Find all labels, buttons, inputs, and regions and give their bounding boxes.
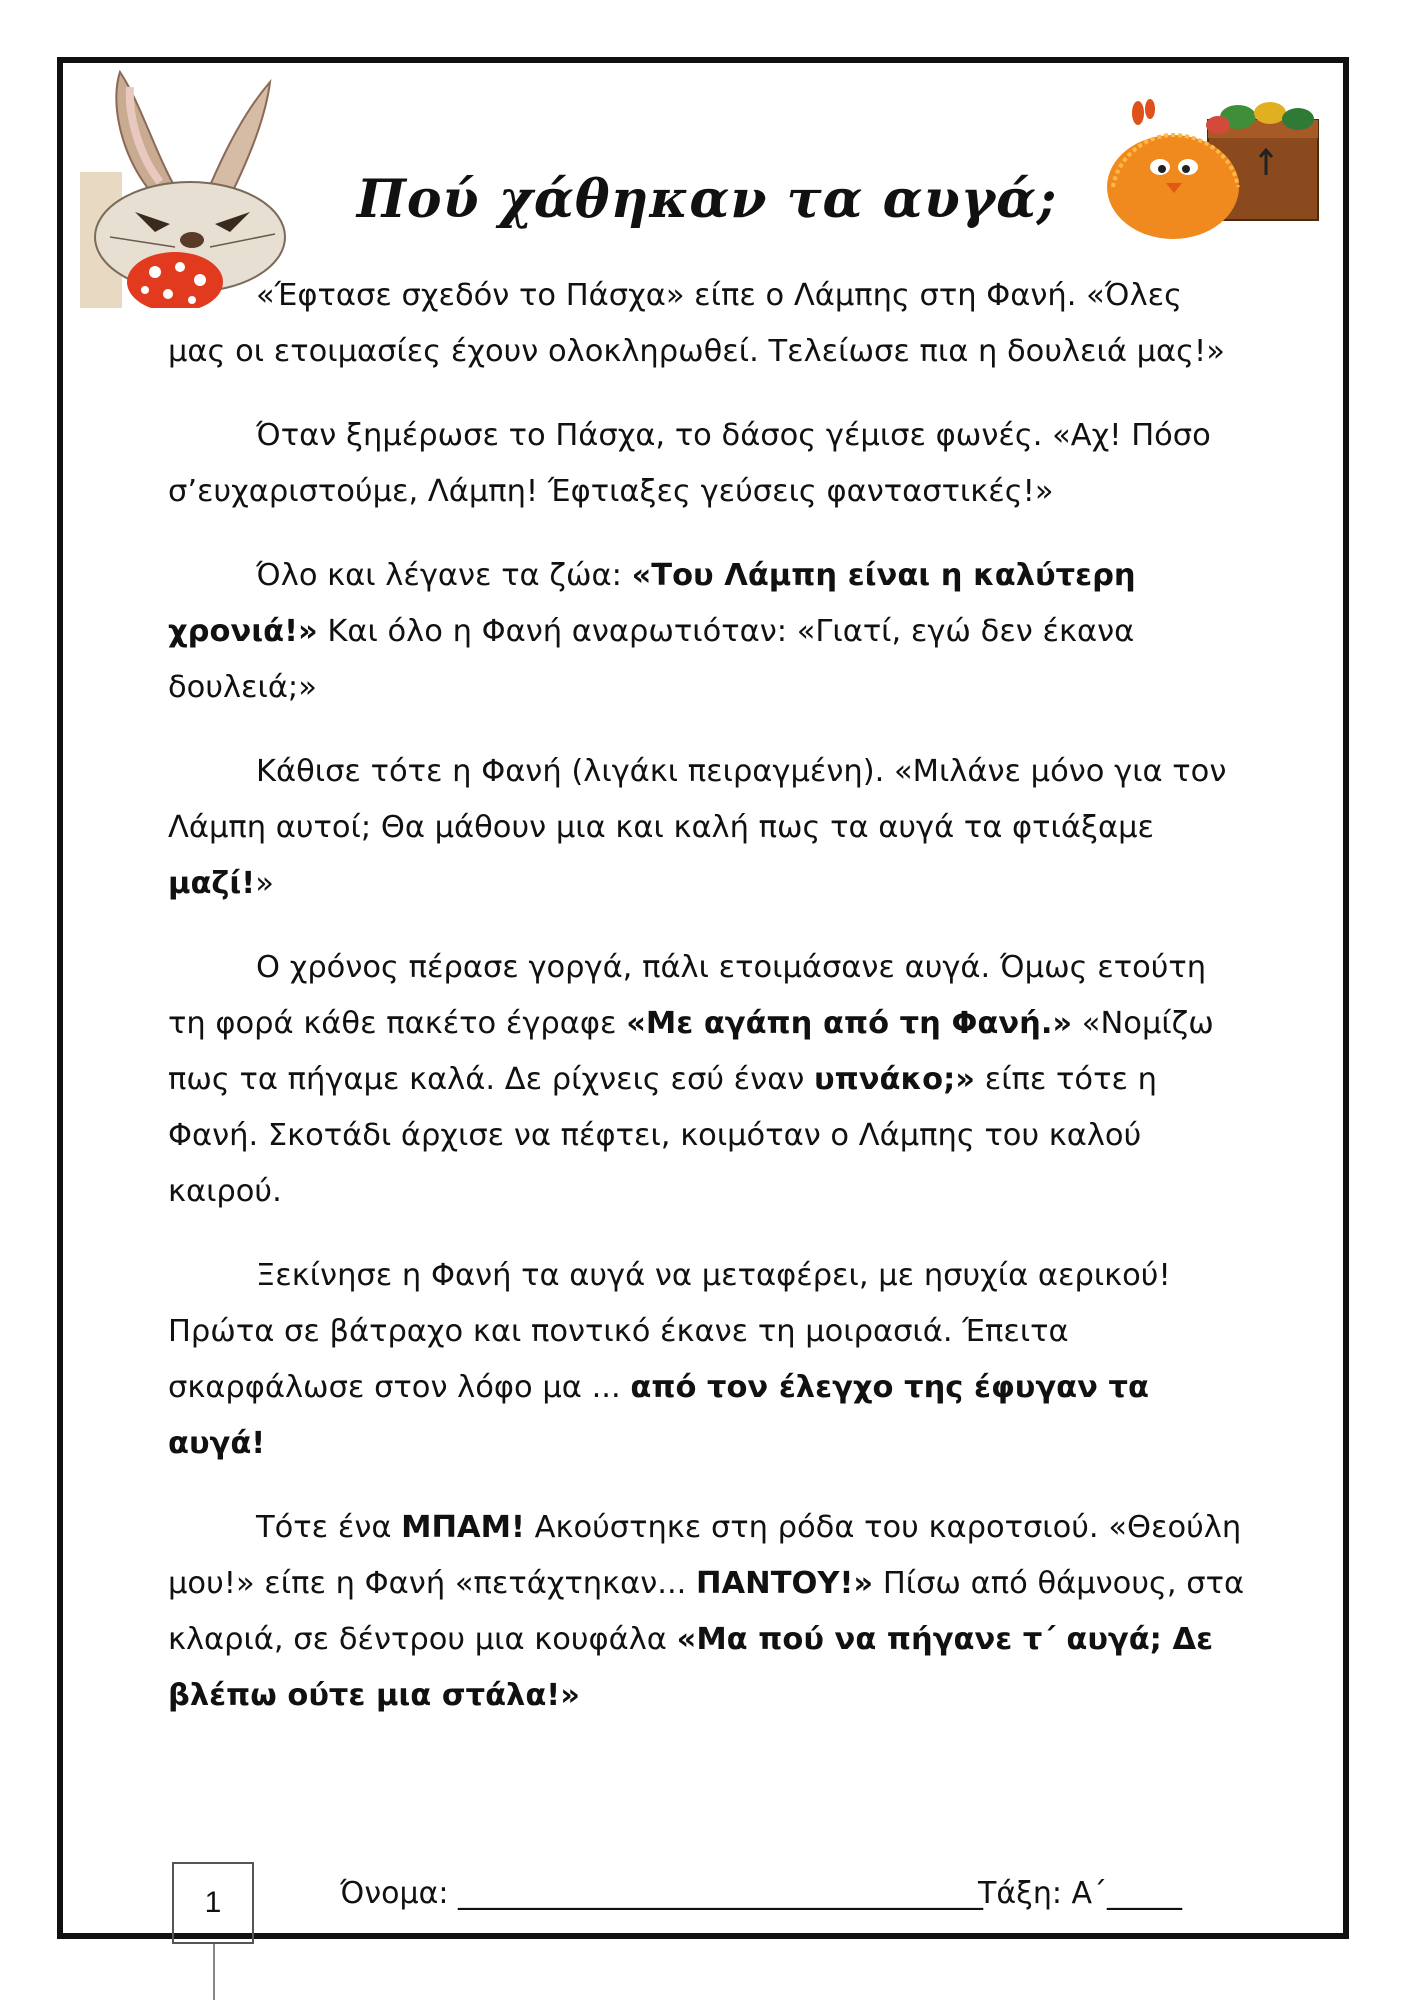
story-paragraph bbox=[168, 744, 1248, 912]
story-text bbox=[168, 268, 1248, 1752]
paragraph-text: Όταν ξημέρωσε το Πάσχα, το δάσος γέμισε φωνές. «Αχ! Πόσο σ’ευχαριστούμε, Λάμπη! Έφτιαξες γεύσεις φανταστικές!» bbox=[168, 418, 1211, 509]
emphasized-text: «Μα πού να πήγανε τ΄ αυγά; Δε βλέπω ούτε μια στάλα!» bbox=[168, 1622, 1214, 1713]
emphasized-text: «Με αγάπη από τη Φανή.» bbox=[626, 1006, 1073, 1041]
paragraph-text: Ακούστηκε στη ρόδα του καροτσιού. «Θεούλη μου!» είπε η Φανή «πετάχτηκαν... bbox=[168, 1510, 1242, 1601]
paragraph-text: Όλο και λέγανε τα ζώα: bbox=[256, 558, 632, 593]
story-paragraph bbox=[168, 1248, 1248, 1472]
emphasized-text: από τον έλεγχο της έφυγαν τα αυγά! bbox=[168, 1370, 1149, 1461]
chick-basket-illustration bbox=[1098, 95, 1328, 245]
paragraph-text: Κάθισε τότε η Φανή (λιγάκι πειραγμένη). «Μιλάνε μόνο για τον Λάμπη αυτοί; Θα μάθουν μια και καλή πως τα αυγά τα φτιάξαμε bbox=[168, 754, 1227, 845]
paragraph-text: » bbox=[255, 866, 274, 901]
paragraph-text: Πίσω από θάμνους, στα κλαριά, σε δέντρου μια κουφάλα bbox=[168, 1566, 1245, 1657]
story-paragraph bbox=[168, 1500, 1248, 1724]
emphasized-text: μαζί! bbox=[168, 866, 256, 901]
emphasized-text: ΜΠΑΜ! bbox=[401, 1510, 525, 1545]
page-number-line bbox=[213, 1944, 215, 2000]
paragraph-text: «Έφτασε σχεδόν το Πάσχα» είπε ο Λάμπης στη Φανή. «Όλες μας οι ετοιμασίες έχουν ολοκληρωθεί. Τελείωσε πια η δουλειά μας!» bbox=[168, 278, 1225, 369]
student-name-field[interactable]: Όνομα: ___________________________________ bbox=[340, 1876, 983, 1911]
page-number: 1 bbox=[172, 1862, 254, 1944]
student-class-field[interactable]: Τάξη: Α΄_____ bbox=[978, 1876, 1183, 1911]
paragraph-text: «Νομίζω πως τα πήγαμε καλά. Δε ρίχνεις εσύ έναν bbox=[168, 1006, 1214, 1097]
story-paragraph bbox=[168, 408, 1248, 520]
story-paragraph bbox=[168, 548, 1248, 716]
page-title: Πού χάθηκαν τα αυγά; bbox=[356, 169, 1058, 230]
paragraph-text: είπε τότε η Φανή. Σκοτάδι άρχισε να πέφτει, κοιμόταν ο Λάμπης του καλού καιρού. bbox=[168, 1062, 1157, 1209]
emphasized-text: ΠΑΝΤΟΥ!» bbox=[696, 1566, 874, 1601]
story-paragraph bbox=[168, 940, 1248, 1220]
paragraph-text: Και όλο η Φανή αναρωτιόταν: «Γιατί, εγώ δεν έκανα δουλειά;» bbox=[168, 614, 1135, 705]
paragraph-text: Ξεκίνησε η Φανή τα αυγά να μεταφέρει, με ησυχία αερικού! Πρώτα σε βάτραχο και ποντικό έκανε τη μοιρασιά. Έπειτα σκαρφάλωσε στον λόφο μα ... bbox=[168, 1258, 1171, 1405]
paragraph-text: Τότε ένα bbox=[256, 1510, 402, 1545]
paragraph-text: Ο χρόνος πέρασε γοργά, πάλι ετοιμάσανε αυγά. Όμως ετούτη τη φορά κάθε πακέτο έγραφε bbox=[168, 950, 1207, 1041]
story-paragraph bbox=[168, 268, 1248, 380]
emphasized-text: «Του Λάμπη είναι η καλύτερη χρονιά!» bbox=[168, 558, 1136, 649]
emphasized-text: υπνάκο;» bbox=[814, 1062, 976, 1097]
